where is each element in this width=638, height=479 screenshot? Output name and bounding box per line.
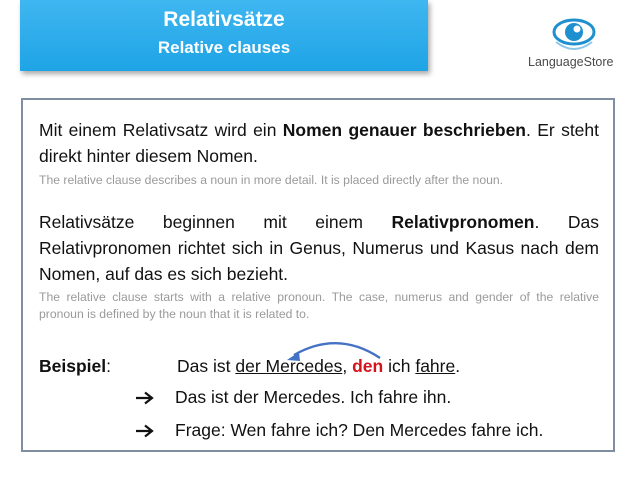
title-banner bbox=[20, 0, 428, 71]
title-german: Relativsätze bbox=[163, 8, 285, 31]
bold-phrase: Nomen genauer beschrieben bbox=[282, 120, 526, 140]
relative-pronoun: den bbox=[352, 356, 384, 376]
verb: fahre bbox=[415, 356, 456, 376]
antecedent-noun: der Mercedes bbox=[235, 356, 343, 376]
example-sentence: Das ist der Mercedes, den ich fahre. bbox=[177, 356, 461, 376]
eye-logo-icon bbox=[552, 16, 596, 54]
example-label: Beispiel: bbox=[39, 356, 111, 376]
paragraph-1-german: Mit einem Relativsatz wird ein Nomen genauer beschrieben. Er steht direkt hinter diesem Nomen. bbox=[39, 120, 600, 166]
example-line-2: Das ist der Mercedes. Ich fahre ihn. bbox=[175, 387, 452, 407]
paragraph-1-english: The relative clause describes a noun in more detail. It is placed directly after the noun. bbox=[39, 173, 504, 187]
bold-phrase: Relativpronomen bbox=[391, 212, 535, 232]
content-box bbox=[21, 98, 615, 452]
logo-text: LanguageStore bbox=[528, 55, 614, 69]
right-arrow-icon bbox=[135, 391, 155, 405]
paragraph-2-english: The relative clause starts with a relative pronoun. The case, numerus and gender of the relative pronoun is defined by the noun that it is related to. bbox=[39, 290, 599, 321]
title-english: Relative clauses bbox=[157, 38, 291, 57]
languagestore-logo bbox=[528, 16, 620, 72]
example-line-3: Frage: Wen fahre ich? Den Mercedes fahre ich. bbox=[175, 420, 544, 440]
right-arrow-icon bbox=[135, 424, 155, 438]
paragraph-2-german: Relativsätze beginnen mit einem Relativpronomen. Das Relativpronomen richtet sich in Genus, Numerus und Kasus nach dem Nomen, auf das es sich bezieht. bbox=[39, 212, 599, 284]
